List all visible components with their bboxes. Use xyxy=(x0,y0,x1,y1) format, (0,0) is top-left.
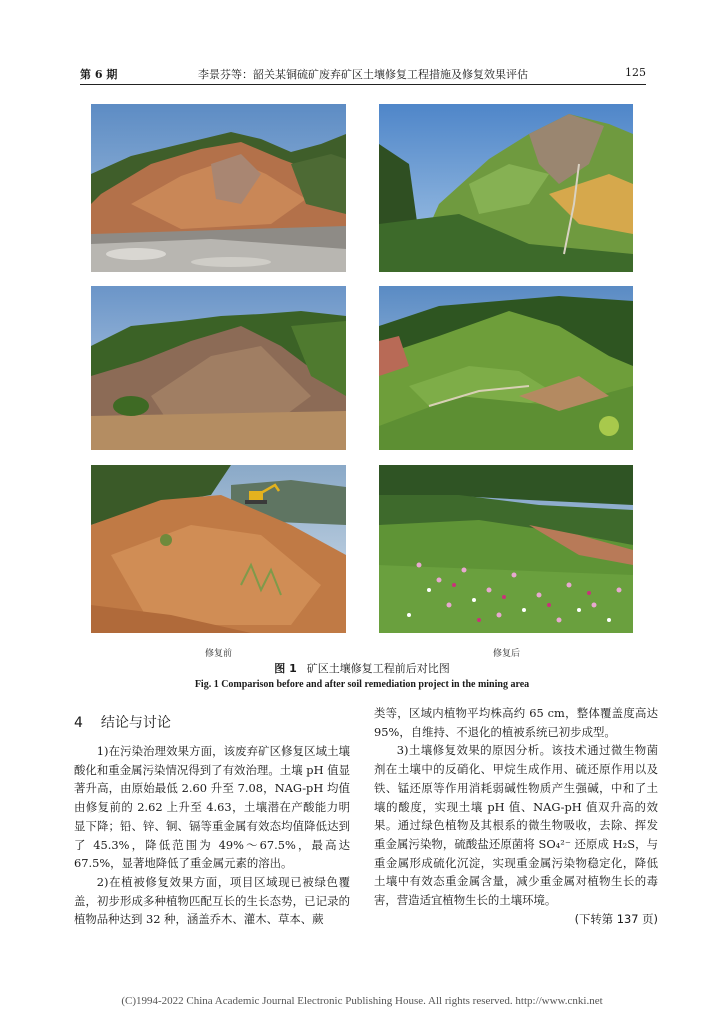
left-column xyxy=(74,742,350,929)
paragraph: 1)在污染治理效果方面，该废弃矿区修复区域土壤酸化和重金属污染情况得到了有效治理。土壤 pH 值显著升高，由原始最低 2.60 升至 7.08，NAG-pH 均值由修复前的 2.62 上升至 4.63，土壤潜在产酸能力明显下降；铅、锌、铜、镉等重金属有效态均值降低达到了 45.3%，降低范围为 49%～67.5%，最高达 67.5%，显著地降低了重金属元素的溶出。 xyxy=(74,744,350,871)
copyright-footer: (C)1994-2022 China Academic Journal Electronic Publishing House. All rights reserved. http://www.cnki.net xyxy=(121,995,603,1007)
photo-before-2 xyxy=(91,286,346,450)
section-title: 结论与讨论 xyxy=(100,715,171,731)
photo-before-3 xyxy=(91,465,346,633)
label-before: 修复前 xyxy=(205,649,233,659)
section-number: 4 xyxy=(74,715,83,731)
figure-number: 图 1 xyxy=(274,662,297,675)
paragraph: 2)在植被修复效果方面，项目区域现已被绿色覆盖，初步形成多种植物匹配互长的生长态势，已记录的植物品种达到 32 种，涵盖乔木、灌木、草本、蕨 xyxy=(74,874,350,927)
photo-after-2 xyxy=(379,286,633,450)
photo-before-1 xyxy=(91,104,346,272)
page-number: 125 xyxy=(625,66,646,79)
issue-number: 第 6 期 xyxy=(80,68,118,81)
article-title: 李景芬等：韶关某铜硫矿废弃矿区土壤修复工程措施及修复效果评估 xyxy=(198,68,528,81)
figure-caption-cn-text: 矿区土壤修复工程前后对比图 xyxy=(306,662,450,675)
right-column xyxy=(374,704,658,928)
paragraph: 3)土壤修复效果的原因分析。该技术通过微生物菌剂在土壤中的反硝化、甲烷生成作用、硫还原作用以及铁、锰还原等作用消耗弱碱性物质产生强碱，中和了土壤的酸度，实现土壤 pH 值、NAG-pH 值双升高的效果。通过绿色植物及其根系的微生物吸收，去除、挥发重金属污染物，硫酸盐还原菌将 SO₄²⁻ 还原成 H₂S，与重金属形成硫化沉淀，实现重金属污染物稳定化，降低土壤中有效态重金属含量，减少重金属对植物生长的毒害，营造适宜植物生长的土壤环境。 xyxy=(374,743,658,908)
photo-after-3 xyxy=(379,465,633,633)
photo-after-1 xyxy=(379,104,633,272)
paragraph: 类等，区域内植物平均株高约 65 cm，整体覆盖度高达 95%，自维持、不退化的植被系统已初步成型。 xyxy=(374,706,658,739)
figure-caption-cn xyxy=(0,660,724,676)
section-heading xyxy=(74,712,171,732)
continued-note: (下转第 137 页) xyxy=(574,911,658,926)
figure-caption-en: Fig. 1 Comparison before and after soil remediation project in the mining area xyxy=(194,679,530,690)
header-rule xyxy=(80,84,646,85)
label-after: 修复后 xyxy=(493,649,521,659)
